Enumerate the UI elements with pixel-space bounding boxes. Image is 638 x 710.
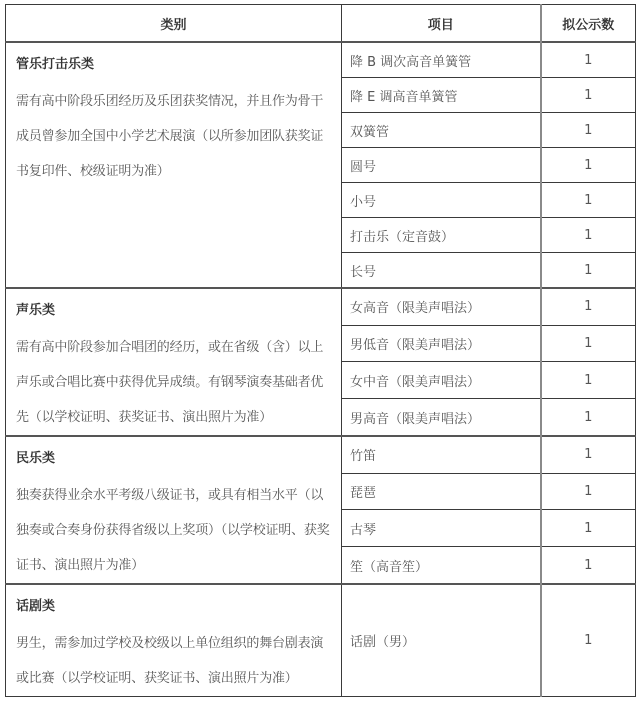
category-description: 男生，需参加过学校及校级以上单位组织的舞台剧表演或比赛（以学校证明、获奖证书、演出照片为准） xyxy=(16,636,324,686)
item-count: 1 xyxy=(541,113,636,148)
category-description: 需有高中阶段乐团经历及乐团获奖情况，并且作为骨干成员曾参加全国中小学艺术展演（以所参加团队获奖证书复印件、校级证明为准） xyxy=(16,94,324,179)
category-cell-vocal xyxy=(6,288,342,436)
table-row xyxy=(6,42,636,78)
item-name: 打击乐（定音鼓） xyxy=(342,218,541,253)
header-item: 项目 xyxy=(342,5,541,43)
item-name: 小号 xyxy=(342,183,541,218)
category-title: 话剧类 xyxy=(16,599,56,614)
item-count: 1 xyxy=(541,218,636,253)
category-description: 需有高中阶段参加合唱团的经历，或在省级（含）以上声乐或合唱比赛中获得优异成绩。有钢琴演奏基础者优先（以学校证明、获奖证书、演出照片为准） xyxy=(16,340,324,425)
item-count: 1 xyxy=(541,436,636,473)
category-cell-drama xyxy=(6,584,342,697)
category-cell-folk xyxy=(6,436,342,584)
category-title: 民乐类 xyxy=(16,451,56,466)
table-row xyxy=(6,584,636,697)
item-count: 1 xyxy=(541,473,636,510)
category-cell-wind-percussion xyxy=(6,42,342,288)
item-count: 1 xyxy=(541,42,636,78)
item-count: 1 xyxy=(541,547,636,584)
item-name: 古琴 xyxy=(342,510,541,547)
item-name: 笙（高音笙） xyxy=(342,547,541,584)
item-count: 1 xyxy=(541,183,636,218)
item-name: 长号 xyxy=(342,253,541,289)
category-description: 独奏获得业余水平考级八级证书，或具有相当水平（以独奏或合奏身份获得省级以上奖项）（以学校证明、获奖证书、演出照片为准） xyxy=(16,488,330,573)
table-row xyxy=(6,288,636,325)
item-count: 1 xyxy=(541,288,636,325)
item-name: 女高音（限美声唱法） xyxy=(342,288,541,325)
category-title: 管乐打击乐类 xyxy=(16,57,95,72)
item-count: 1 xyxy=(541,584,636,697)
item-count: 1 xyxy=(541,510,636,547)
item-name: 男高音（限美声唱法） xyxy=(342,399,541,436)
item-count: 1 xyxy=(541,325,636,362)
recruitment-table xyxy=(5,4,636,697)
header-count: 拟公示数 xyxy=(541,5,636,43)
item-count: 1 xyxy=(541,253,636,289)
item-count: 1 xyxy=(541,78,636,113)
item-name: 竹笛 xyxy=(342,436,541,473)
item-name: 话剧（男） xyxy=(342,584,541,697)
category-title: 声乐类 xyxy=(16,303,56,318)
item-count: 1 xyxy=(541,148,636,183)
item-count: 1 xyxy=(541,362,636,399)
header-category: 类别 xyxy=(6,5,342,43)
item-name: 圆号 xyxy=(342,148,541,183)
item-name: 降 E 调高音单簧管 xyxy=(342,78,541,113)
item-count: 1 xyxy=(541,399,636,436)
table-row xyxy=(6,436,636,473)
item-name: 女中音（限美声唱法） xyxy=(342,362,541,399)
header-row xyxy=(6,5,636,43)
item-name: 降 B 调次高音单簧管 xyxy=(342,42,541,78)
item-name: 琵琶 xyxy=(342,473,541,510)
item-name: 男低音（限美声唱法） xyxy=(342,325,541,362)
item-name: 双簧管 xyxy=(342,113,541,148)
